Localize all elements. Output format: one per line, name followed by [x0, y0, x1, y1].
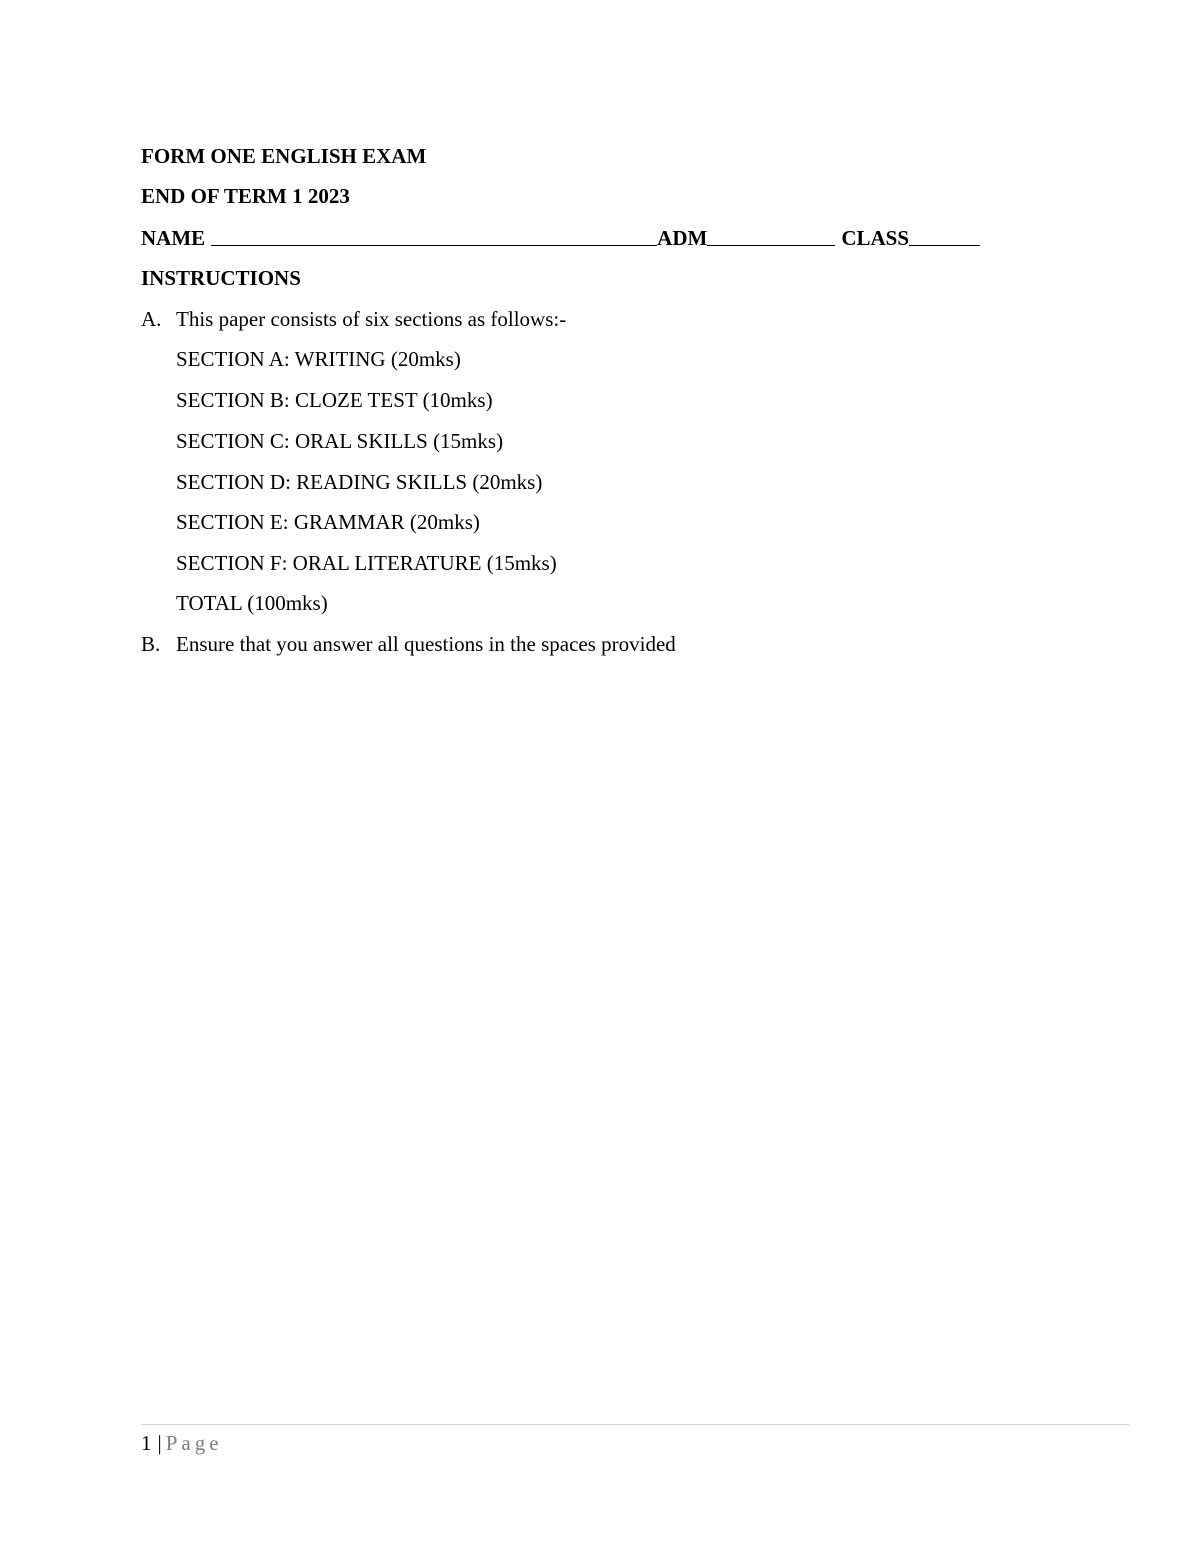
section-item: SECTION A: WRITING (20mks)	[176, 347, 461, 371]
list-marker: A.	[141, 307, 162, 331]
section-item: SECTION F: ORAL LITERATURE (15mks)	[176, 551, 557, 575]
instruction-item-b	[141, 631, 676, 657]
name-blank[interactable]	[211, 225, 657, 246]
footer-separator: |	[157, 1431, 162, 1455]
page-number: 1	[141, 1431, 152, 1455]
page-footer	[141, 1430, 223, 1456]
name-label: NAME	[141, 226, 206, 250]
instruction-item-a	[141, 306, 566, 332]
adm-blank[interactable]	[707, 225, 835, 246]
exam-term: END OF TERM 1 2023	[141, 184, 350, 208]
section-item: SECTION B: CLOZE TEST (10mks)	[176, 388, 493, 412]
section-item: SECTION E: GRAMMAR (20mks)	[176, 510, 480, 534]
list-marker: B.	[141, 632, 161, 656]
footer-divider	[141, 1424, 1129, 1425]
total-marks: TOTAL (100mks)	[176, 591, 328, 615]
instruction-text: Ensure that you answer all questions in the spaces provided	[176, 632, 676, 656]
page-label: Page	[165, 1431, 223, 1455]
class-label: CLASS	[841, 226, 910, 250]
section-item: SECTION C: ORAL SKILLS (15mks)	[176, 429, 504, 453]
class-blank[interactable]	[909, 225, 980, 246]
instructions-heading: INSTRUCTIONS	[141, 266, 301, 290]
section-item: SECTION D: READING SKILLS (20mks)	[176, 470, 543, 494]
student-details-row	[141, 224, 980, 251]
adm-label: ADM	[657, 226, 708, 250]
exam-title: FORM ONE ENGLISH EXAM	[141, 144, 427, 168]
instruction-text: This paper consists of six sections as follows:-	[176, 307, 567, 331]
